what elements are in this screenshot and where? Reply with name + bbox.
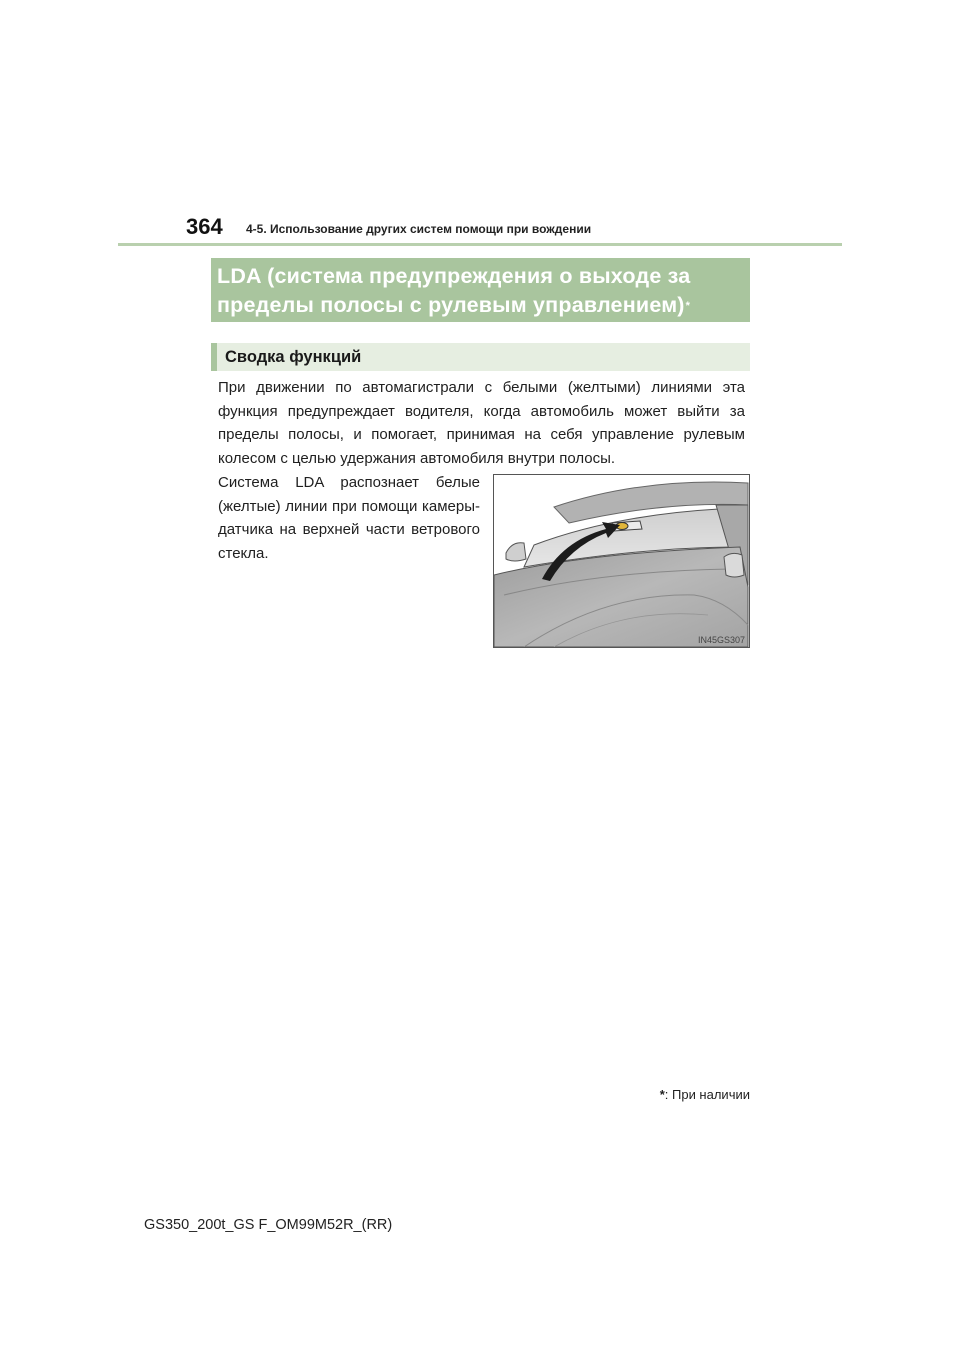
car-windshield-drawing — [494, 475, 749, 647]
footer-document-code: GS350_200t_GS F_OM99M52R_(RR) — [144, 1217, 393, 1233]
footnote — [660, 1087, 750, 1102]
section-title-line-2-text: пределы полосы с рулевым управлением) — [217, 293, 685, 317]
footnote-asterisk-icon: * — [659, 1087, 665, 1102]
section-title-box — [211, 258, 750, 322]
figure-code: IN45GS307 — [697, 635, 745, 645]
header-divider — [118, 243, 842, 246]
footnote-text: : При наличии — [664, 1087, 750, 1102]
page-number: 364 — [186, 214, 223, 239]
section-title-line-2 — [217, 291, 750, 320]
camera-paragraph: Система LDA распознает белые (желтые) линии при помощи камеры-датчика на верхней части ветрового стекла. — [218, 474, 480, 562]
section-reference: 4-5. Использование других систем помощи при вождении — [246, 222, 592, 236]
camera-location-illustration — [493, 474, 750, 648]
intro-paragraph: При движении по автомагистрали с белыми (желтыми) линиями эта функция предупреждает водителя, когда автомобиль может выйти за пределы полосы, и помогает, принимая на себя управление рулевым колесом с целью удержания автомобиля внутри полосы. — [218, 379, 745, 467]
availability-asterisk-icon: * — [685, 300, 691, 312]
subsection-heading: Сводка функций — [211, 343, 750, 371]
section-title-line-1: LDA (система предупреждения о выходе за — [217, 264, 691, 288]
